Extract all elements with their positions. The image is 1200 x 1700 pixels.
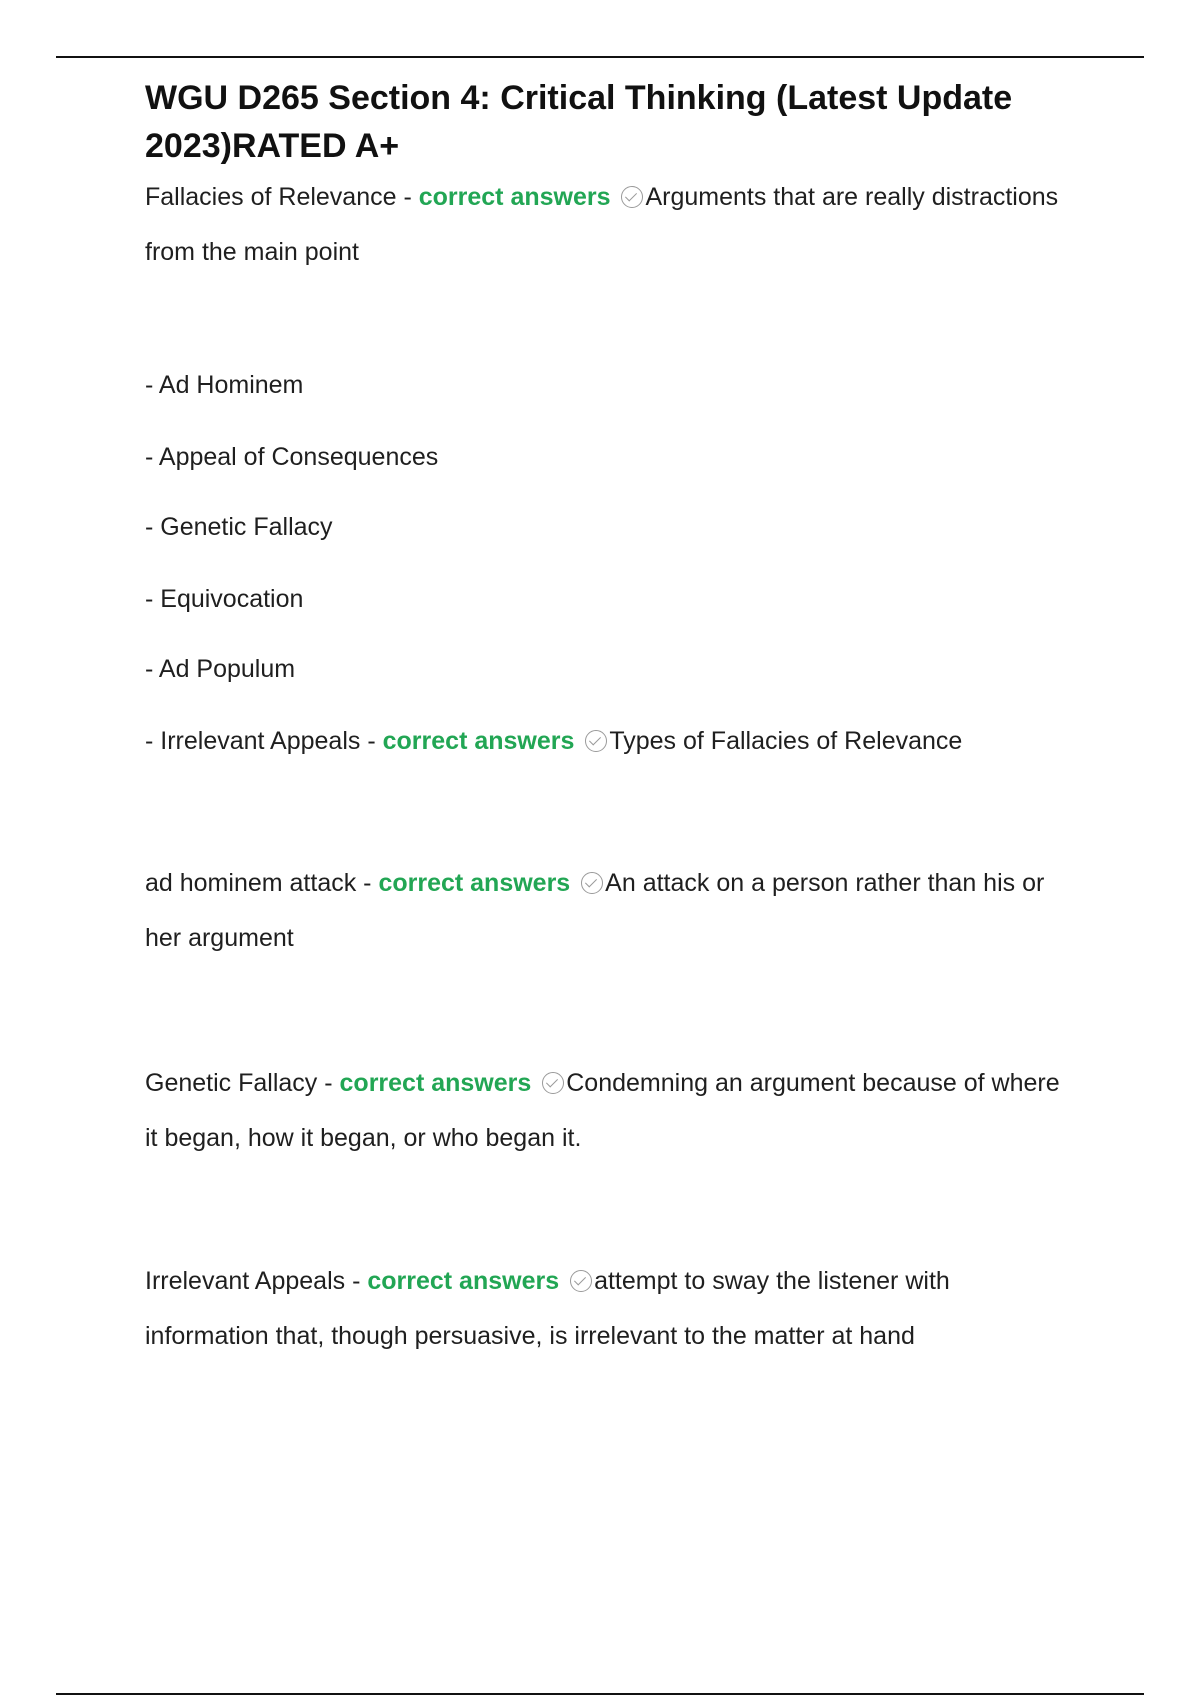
entry-definition: Types of Fallacies of Relevance [609, 727, 963, 755]
entry-definition: Arguments that are really distractions from the main point [145, 183, 1059, 266]
entry-irrelevant-appeals [145, 1254, 1065, 1364]
entry-definition: An attack on a person rather than his or her argument [145, 869, 1045, 952]
document-body [145, 74, 1065, 1364]
list-item-with-answer [145, 721, 1065, 761]
answer-label: correct answers [378, 869, 571, 897]
bottom-rule [56, 1693, 1144, 1695]
entry-term: Genetic Fallacy - [145, 1069, 340, 1097]
answer-label: correct answers [382, 727, 575, 755]
entry-term: Fallacies of Relevance - [145, 183, 419, 211]
entry-fallacies-of-relevance [145, 170, 1065, 280]
top-rule [56, 56, 1144, 58]
list-item: - Ad Populum [145, 655, 296, 683]
entry-definition: attempt to sway the listener with information that, though persuasive, is irrelevant to the matter at hand [145, 1267, 950, 1350]
entry-definition: Condemning an argument because of where it began, how it began, or who began it. [145, 1069, 1060, 1152]
entry-genetic-fallacy [145, 1056, 1065, 1166]
entry-term: - Irrelevant Appeals - [145, 727, 383, 755]
answer-label: correct answers [367, 1267, 560, 1295]
list-item: - Appeal of Consequences [145, 443, 439, 471]
answer-label: correct answers [418, 183, 611, 211]
check-circle-icon [585, 730, 607, 752]
entry-term: ad hominem attack - [145, 869, 379, 897]
check-circle-icon [621, 186, 643, 208]
list-item: - Equivocation [145, 585, 304, 613]
entry-term: Irrelevant Appeals - [145, 1267, 368, 1295]
check-circle-icon [581, 872, 603, 894]
entry-ad-hominem-attack [145, 856, 1065, 966]
list-item: - Genetic Fallacy [145, 513, 333, 541]
check-circle-icon [542, 1072, 564, 1094]
list-item: - Ad Hominem [145, 371, 304, 399]
check-circle-icon [570, 1270, 592, 1292]
answer-label: correct answers [339, 1069, 532, 1097]
document-title: WGU D265 Section 4: Critical Thinking (Latest Update 2023)RATED A+ [145, 79, 1013, 165]
